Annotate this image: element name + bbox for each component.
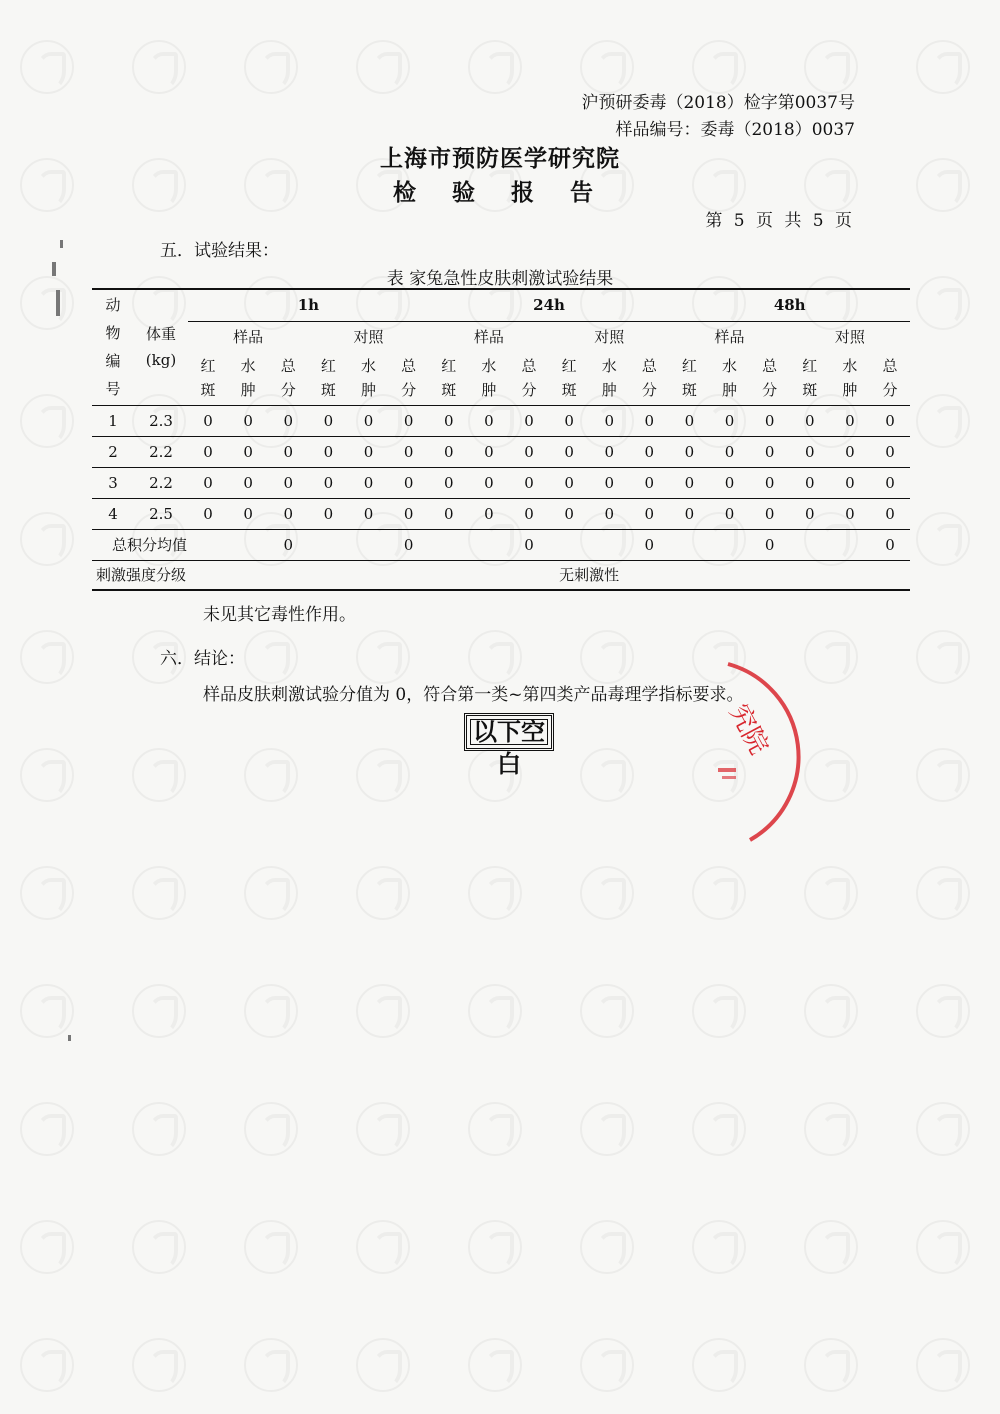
watermark-mark [20, 748, 74, 802]
score-cell: 0 [750, 436, 790, 467]
watermark-mark [580, 984, 634, 1038]
score-cell: 0 [589, 467, 629, 498]
score-cell: 0 [870, 405, 910, 436]
score-cell: 0 [709, 405, 749, 436]
group-header: 样品 [714, 327, 745, 346]
watermark-mark [20, 1220, 74, 1274]
subcol-header: 红 斑 [188, 351, 228, 405]
watermark-mark [468, 1338, 522, 1392]
watermark-mark [20, 394, 74, 448]
scan-mark [56, 290, 60, 316]
header-row-groups [92, 321, 910, 351]
watermark-mark [580, 866, 634, 920]
average-value: 0 [268, 529, 308, 560]
animal-id: 3 [92, 467, 134, 498]
watermark-mark [132, 1338, 186, 1392]
animal-weight: 2.2 [134, 436, 188, 467]
score-cell: 0 [228, 467, 268, 498]
watermark-mark [804, 866, 858, 920]
score-cell: 0 [589, 405, 629, 436]
institute-name: 上海市预防医学研究院 [380, 146, 620, 172]
watermark-mark [356, 748, 410, 802]
score-cell: 0 [669, 498, 709, 529]
score-cell: 0 [188, 436, 228, 467]
average-value: 0 [750, 529, 790, 560]
watermark-mark [692, 1102, 746, 1156]
score-cell: 0 [629, 498, 669, 529]
animal-weight: 2.2 [134, 467, 188, 498]
score-cell: 0 [830, 405, 870, 436]
score-cell: 0 [790, 467, 830, 498]
score-cell: 0 [790, 436, 830, 467]
weight-header: 体重 (kg) [134, 289, 188, 405]
score-cell: 0 [429, 405, 469, 436]
sample-number: 样品编号：委毒（2018）0037 [615, 120, 855, 140]
watermark-mark [468, 1102, 522, 1156]
watermark-mark [580, 40, 634, 94]
score-cell: 0 [509, 436, 549, 467]
watermark-mark [580, 1220, 634, 1274]
watermark-mark [916, 512, 970, 566]
subcol-header: 总 分 [389, 351, 429, 405]
watermark-mark [244, 748, 298, 802]
animal-weight: 2.3 [134, 405, 188, 436]
watermark-mark [804, 984, 858, 1038]
watermark-mark [20, 1102, 74, 1156]
subcol-header: 水 肿 [348, 351, 388, 405]
section6-title: 六．结论： [160, 649, 245, 669]
table-row [92, 467, 910, 498]
watermark-mark [468, 866, 522, 920]
official-seal [610, 640, 820, 850]
watermark-mark [356, 866, 410, 920]
score-cell: 0 [429, 467, 469, 498]
score-cell: 0 [750, 498, 790, 529]
score-cell: 0 [709, 436, 749, 467]
watermark-mark [244, 984, 298, 1038]
watermark-mark [804, 1220, 858, 1274]
watermark-mark [356, 984, 410, 1038]
score-cell: 0 [469, 467, 509, 498]
watermark-mark [20, 512, 74, 566]
score-cell: 0 [308, 467, 348, 498]
average-row [92, 529, 910, 560]
watermark-mark [916, 394, 970, 448]
watermark-mark [804, 1338, 858, 1392]
watermark-mark [244, 1338, 298, 1392]
score-cell: 0 [870, 498, 910, 529]
score-cell: 0 [188, 498, 228, 529]
score-cell: 0 [348, 498, 388, 529]
score-cell: 0 [509, 467, 549, 498]
subcol-header: 水 肿 [709, 351, 749, 405]
score-cell: 0 [308, 405, 348, 436]
score-cell: 0 [830, 498, 870, 529]
watermark-mark [356, 1102, 410, 1156]
page-info: 第 5 页 共 5 页 [705, 211, 855, 231]
score-cell: 0 [629, 467, 669, 498]
conclusion-text: 样品皮肤刺激试验分值为 0，符合第一类~第四类产品毒理学指标要求。 [203, 685, 744, 705]
scan-mark [60, 240, 63, 248]
average-gap [790, 529, 870, 560]
note-text: 未见其它毒性作用。 [203, 605, 356, 625]
watermark-mark [692, 1220, 746, 1274]
watermark-mark [356, 1338, 410, 1392]
score-cell: 0 [509, 498, 549, 529]
grade-value: 无刺激性 [268, 560, 910, 590]
time-header-0: 1h [188, 289, 429, 321]
watermark-mark [244, 1220, 298, 1274]
score-cell: 0 [589, 436, 629, 467]
score-cell: 0 [268, 498, 308, 529]
subcol-header: 红 斑 [308, 351, 348, 405]
score-cell: 0 [389, 467, 429, 498]
score-cell: 0 [429, 436, 469, 467]
watermark-mark [468, 40, 522, 94]
subcol-header: 总 分 [509, 351, 549, 405]
score-cell: 0 [790, 498, 830, 529]
average-gap [429, 529, 509, 560]
grade-row [92, 560, 910, 590]
group-header: 对照 [594, 327, 625, 346]
score-cell: 0 [629, 405, 669, 436]
report-number: 沪预研委毒（2018）检字第0037号 [581, 93, 855, 113]
group-header: 对照 [353, 327, 384, 346]
score-cell: 0 [870, 467, 910, 498]
watermark-mark [132, 866, 186, 920]
watermark-mark [132, 1220, 186, 1274]
score-cell: 0 [469, 436, 509, 467]
scan-mark [68, 1035, 71, 1041]
seal-text: 究院 [722, 699, 774, 760]
group-header: 样品 [233, 327, 264, 346]
score-cell: 0 [469, 498, 509, 529]
watermark-mark [916, 1102, 970, 1156]
score-cell: 0 [389, 405, 429, 436]
watermark-mark [916, 40, 970, 94]
watermark-mark [468, 630, 522, 684]
watermark-mark [916, 630, 970, 684]
group-header: 对照 [834, 327, 865, 346]
watermark-mark [356, 630, 410, 684]
watermark-mark [916, 984, 970, 1038]
watermark-mark [20, 866, 74, 920]
score-cell: 0 [228, 498, 268, 529]
score-cell: 0 [750, 405, 790, 436]
score-cell: 0 [509, 405, 549, 436]
score-cell: 0 [549, 467, 589, 498]
watermark-mark [468, 984, 522, 1038]
watermark-mark [804, 40, 858, 94]
animal-id: 1 [92, 405, 134, 436]
score-cell: 0 [549, 405, 589, 436]
score-cell: 0 [669, 405, 709, 436]
watermark-mark [692, 984, 746, 1038]
watermark-mark [244, 1102, 298, 1156]
watermark-mark [244, 866, 298, 920]
score-cell: 0 [188, 467, 228, 498]
score-cell: 0 [188, 405, 228, 436]
watermark-mark [916, 1338, 970, 1392]
score-cell: 0 [709, 467, 749, 498]
score-cell: 0 [268, 467, 308, 498]
results-table [92, 288, 910, 591]
report-title: 检 验 报 告 [392, 180, 608, 206]
watermark-mark [356, 1220, 410, 1274]
animal-id: 2 [92, 436, 134, 467]
watermark-mark [132, 1102, 186, 1156]
subcol-header: 红 斑 [669, 351, 709, 405]
subcol-header: 总 分 [750, 351, 790, 405]
watermark-mark [580, 1102, 634, 1156]
subcol-header: 水 肿 [589, 351, 629, 405]
score-cell: 0 [389, 498, 429, 529]
watermark-mark [692, 866, 746, 920]
score-cell: 0 [228, 436, 268, 467]
watermark-mark [132, 748, 186, 802]
average-gap [308, 529, 388, 560]
watermark-mark [132, 40, 186, 94]
average-value: 0 [870, 529, 910, 560]
score-cell: 0 [750, 467, 790, 498]
score-cell: 0 [389, 436, 429, 467]
watermark-mark [356, 40, 410, 94]
score-cell: 0 [589, 498, 629, 529]
table-row [92, 498, 910, 529]
watermark-mark [244, 630, 298, 684]
animal-id: 4 [92, 498, 134, 529]
header-row-subcols [92, 351, 910, 405]
watermark-mark [580, 1338, 634, 1392]
average-gap [669, 529, 749, 560]
score-cell: 0 [268, 436, 308, 467]
score-cell: 0 [549, 498, 589, 529]
score-cell: 0 [629, 436, 669, 467]
animal-weight: 2.5 [134, 498, 188, 529]
score-cell: 0 [830, 436, 870, 467]
watermark-mark [20, 1338, 74, 1392]
score-cell: 0 [268, 405, 308, 436]
subcol-header: 红 斑 [549, 351, 589, 405]
blank-below-stamp: 以下空白 [464, 713, 554, 751]
score-cell: 0 [348, 467, 388, 498]
score-cell: 0 [228, 405, 268, 436]
watermark-mark [20, 984, 74, 1038]
subcol-header: 红 斑 [790, 351, 830, 405]
subcol-header: 水 肿 [469, 351, 509, 405]
score-cell: 0 [870, 436, 910, 467]
subcol-header: 总 分 [268, 351, 308, 405]
subcol-header: 水 肿 [228, 351, 268, 405]
header-row-times [92, 289, 910, 321]
score-cell: 0 [790, 405, 830, 436]
watermark-mark [132, 984, 186, 1038]
group-header: 样品 [473, 327, 504, 346]
subcol-header: 水 肿 [830, 351, 870, 405]
section5-title: 五．试验结果： [160, 241, 279, 261]
watermark-mark [804, 1102, 858, 1156]
average-value: 0 [629, 529, 669, 560]
grade-label: 刺激强度分级 [92, 560, 268, 590]
watermark-mark [916, 1220, 970, 1274]
time-header-1: 24h [429, 289, 670, 321]
subcol-header: 红 斑 [429, 351, 469, 405]
score-cell: 0 [308, 498, 348, 529]
table-caption: 表 家兔急性皮肤刺激试验结果 [386, 269, 614, 289]
score-cell: 0 [669, 467, 709, 498]
table-row [92, 436, 910, 467]
watermark-mark [916, 866, 970, 920]
score-cell: 0 [348, 405, 388, 436]
watermark-mark [20, 630, 74, 684]
score-cell: 0 [549, 436, 589, 467]
average-value: 0 [509, 529, 549, 560]
watermark-mark [20, 40, 74, 94]
time-header-2: 48h [669, 289, 910, 321]
watermark-mark [468, 1220, 522, 1274]
average-label: 总积分均值 [92, 529, 268, 560]
score-cell: 0 [709, 498, 749, 529]
subcol-header: 总 分 [870, 351, 910, 405]
score-cell: 0 [348, 436, 388, 467]
score-cell: 0 [429, 498, 469, 529]
average-gap [549, 529, 629, 560]
subcol-header: 总 分 [629, 351, 669, 405]
watermark-mark [916, 748, 970, 802]
score-cell: 0 [830, 467, 870, 498]
table-row [92, 405, 910, 436]
watermark-mark [692, 40, 746, 94]
animal-id-header: 动 物 编 号 [92, 289, 134, 405]
watermark-mark [244, 40, 298, 94]
watermark-mark [692, 1338, 746, 1392]
score-cell: 0 [669, 436, 709, 467]
average-value: 0 [389, 529, 429, 560]
score-cell: 0 [308, 436, 348, 467]
score-cell: 0 [469, 405, 509, 436]
